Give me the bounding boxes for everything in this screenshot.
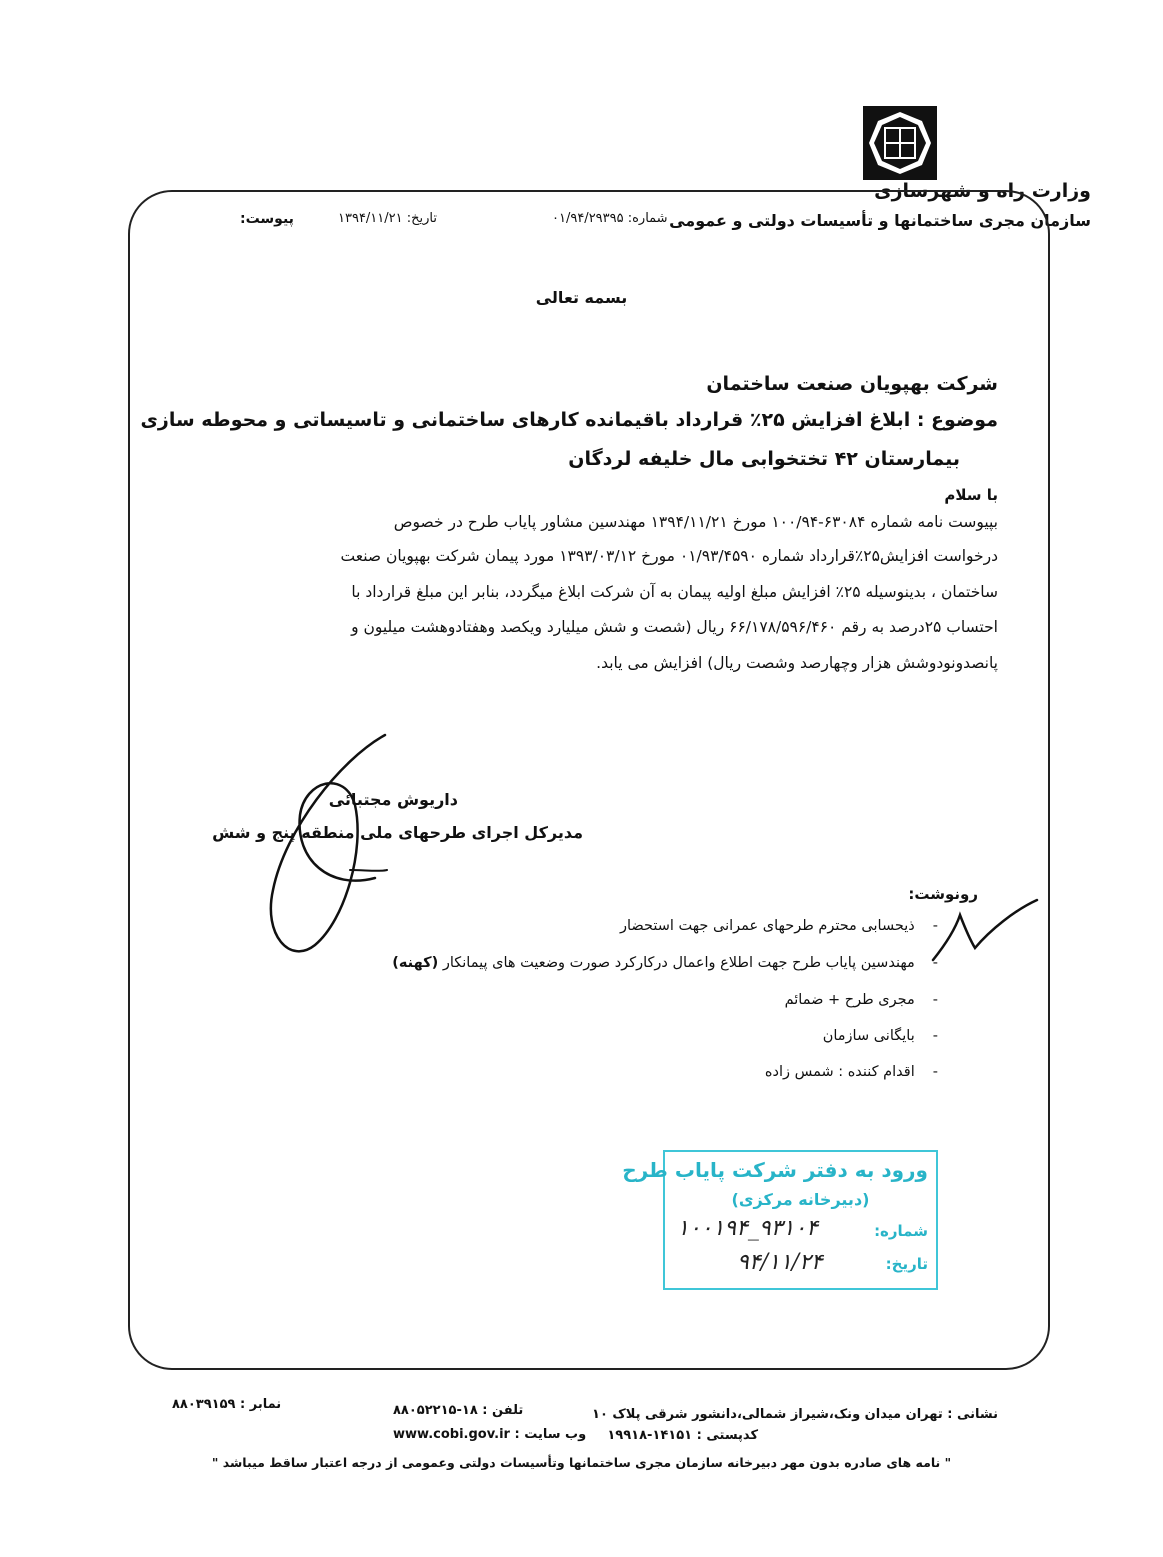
body-line: بپیوست نامه شماره ۶۳۰۸۴-۱۰۰/۹۴ مورخ ۱۳۹۴/۱۱/۲۱ مهندسین مشاور پایاب طرح در خصوص (393, 513, 998, 531)
ministry-name: وزارت راه و شهرسازی (874, 180, 1091, 202)
letter-date: تاریخ: ۱۳۹۴/۱۱/۲۱ (338, 211, 438, 226)
receipt-stamp (622, 1150, 938, 1290)
stamp-date-label: تاریخ: (885, 1255, 928, 1273)
attachment-label: پیوست: (240, 211, 294, 227)
stamp-date-value: ۹۴/۱۱/۲۴ (737, 1250, 823, 1275)
body-line: احتساب ۲۵درصد به رقم ۶۶/۱۷۸/۵۹۶/۴۶۰ ریال (شصت و شش میلیارد ویکصد وهفتادوهشت میلیون و (351, 618, 998, 636)
footer-validity-note: " نامه های صادره بدون مهر دبیرخانه سازمان مجری ساختمانها وتأسیسات دولتی وعمومی از درجه اعتبار ساقط میباشد " (211, 1455, 952, 1470)
copy-item: -اقدام کننده : شمس زاده (764, 1064, 938, 1080)
bismillah-heading: بسمه تعالی (535, 288, 628, 307)
ministry-logo (860, 103, 940, 183)
signatory-title: مدیرکل اجرای طرحهای ملی منطقه پنج و شش (212, 823, 583, 842)
footer-website: www.cobi.gov.ir : وب سایت (393, 1427, 587, 1442)
body-line: پانصدونودوشش هزار وچهارصد وشصت ریال) افزایش می یابد. (596, 654, 998, 672)
stamp-subtitle: (دبیرخانه مرکزی) (731, 1190, 870, 1209)
letter-number: شماره: ۰۱/۹۴/۲۹۳۹۵ (552, 211, 668, 226)
organization-name: سازمان مجری ساختمانها و تأسیسات دولتی و عمومی (669, 211, 1091, 230)
body-line: درخواست افزایش۲۵٪قرارداد شماره ۰۱/۹۳/۴۵۹۰ مورخ ۱۳۹۳/۰۳/۱۲ مورد پیمان شرکت بهپویان صنعت (340, 547, 998, 565)
copy-item: -ذیحسابی محترم طرحهای عمرانی جهت استحضار (619, 918, 938, 934)
stamp-number-label: شماره: (874, 1222, 928, 1240)
subject-line-1: موضوع : ابلاغ افزایش ۲۵٪ قرارداد باقیمانده کارهای ساختمانی و تاسیساتی و محوطه سازی (140, 409, 998, 431)
recipient: شرکت بهپویان صنعت ساختمان (706, 373, 998, 395)
signatory-name: داریوش مجتبائی (328, 790, 458, 809)
copy-item: -بایگانی سازمان (822, 1028, 938, 1044)
footer-fax: نمابر : ۸۸۰۳۹۱۵۹ (172, 1397, 282, 1412)
footer-phone: تلفن : ۱۸-۸۸۰۵۲۲۱۵ (393, 1403, 524, 1418)
handwritten-note: (کهنه) (392, 955, 439, 971)
footer-postal-code: کدپستی : ۱۴۱۵۱-۱۹۹۱۸ (607, 1428, 758, 1443)
stamp-title: ورود به دفتر شرکت پایاب طرح (622, 1158, 928, 1182)
copy-item: -مهندسین پایاب طرح جهت اطلاع واعمال درکارکرد صورت وضعیت های پیمانکار (کهنه) (392, 955, 938, 971)
handwritten-signature (245, 720, 445, 980)
subject-line-2: بیمارستان ۴۲ تختخوابی مال خلیفه لردگان (568, 448, 960, 470)
greeting: با سلام (944, 486, 998, 504)
stamp-number-value: ۱۰۰۱۹۴_۹۳۱۰۴ (677, 1216, 818, 1241)
copy-item: -مجری طرح + ضمائم (784, 992, 938, 1008)
copies-label: رونوشت: (908, 885, 978, 903)
footer-address: نشانی : تهران میدان ونک،شیراز شمالی،دانشور شرقی پلاک ۱۰ (592, 1407, 998, 1422)
checkmark-icon (925, 890, 1045, 970)
body-line: ساختمان ، بدینوسیله ۲۵٪ افزایش مبلغ اولیه پیمان به آن شرکت ابلاغ میگردد، بنابر این مبلغ قرارداد با (351, 583, 998, 601)
